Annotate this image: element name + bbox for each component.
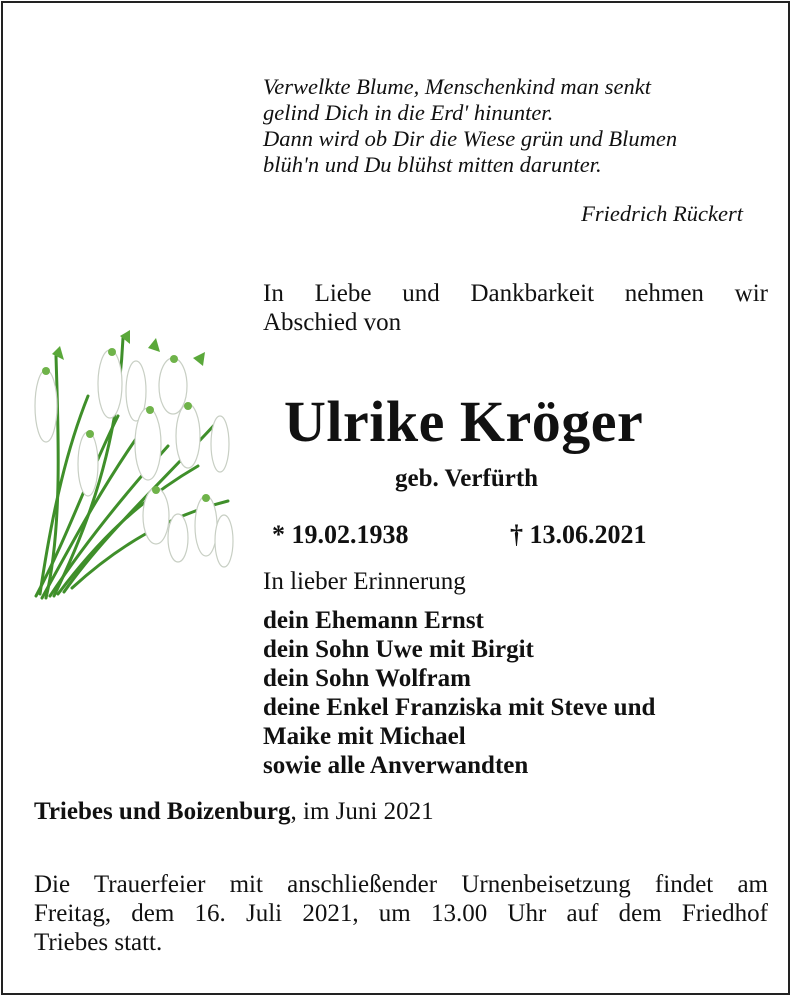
- poem: [263, 74, 743, 178]
- farewell-intro: [263, 279, 768, 337]
- mourner: dein Sohn Wolfram: [263, 665, 471, 692]
- mourners-list: [263, 606, 655, 780]
- service-line: Triebes statt.: [34, 929, 163, 956]
- death-date: † 13.06.2021: [510, 520, 647, 549]
- birth-date: * 19.02.1938: [272, 520, 409, 549]
- snowdrop-flowers-icon: [28, 326, 236, 601]
- farewell-intro-line: Abschied von: [263, 309, 402, 336]
- mourner: Maike mit Michael: [263, 723, 466, 750]
- poem-line: Verwelkte Blume, Menschenkind man senkt: [263, 74, 651, 99]
- mourner: dein Sohn Uwe mit Birgit: [263, 636, 534, 663]
- memory-intro: In lieber Erinnerung: [263, 568, 466, 595]
- service-line: Freitag, dem 16. Juli 2021, um 13.00 Uhr auf dem Friedhof: [34, 900, 768, 927]
- deceased-name: Ulrike Kröger: [284, 389, 644, 454]
- place-date: [34, 798, 434, 826]
- date: , im Juni 2021: [290, 798, 434, 825]
- poem-line: Dann wird ob Dir die Wiese grün und Blumen: [263, 126, 678, 151]
- mourner: sowie alle Anverwandten: [263, 752, 529, 779]
- places: Triebes und Boizenburg: [34, 798, 291, 825]
- mourner: deine Enkel Franziska mit Steve und: [263, 694, 656, 721]
- funeral-service-info: [34, 870, 768, 957]
- poem-author: Friedrich Rückert: [581, 201, 743, 226]
- maiden-name: geb. Verfürth: [395, 465, 539, 492]
- poem-line: gelind Dich in die Erd' hinunter.: [263, 100, 554, 125]
- farewell-intro-line: In Liebe und Dankbarkeit nehmen wir: [263, 280, 768, 307]
- service-line: Die Trauerfeier mit anschließender Urnenbeisetzung findet am: [34, 871, 768, 898]
- mourner: dein Ehemann Ernst: [263, 607, 484, 634]
- poem-line: blüh'n und Du blühst mitten darunter.: [263, 152, 602, 177]
